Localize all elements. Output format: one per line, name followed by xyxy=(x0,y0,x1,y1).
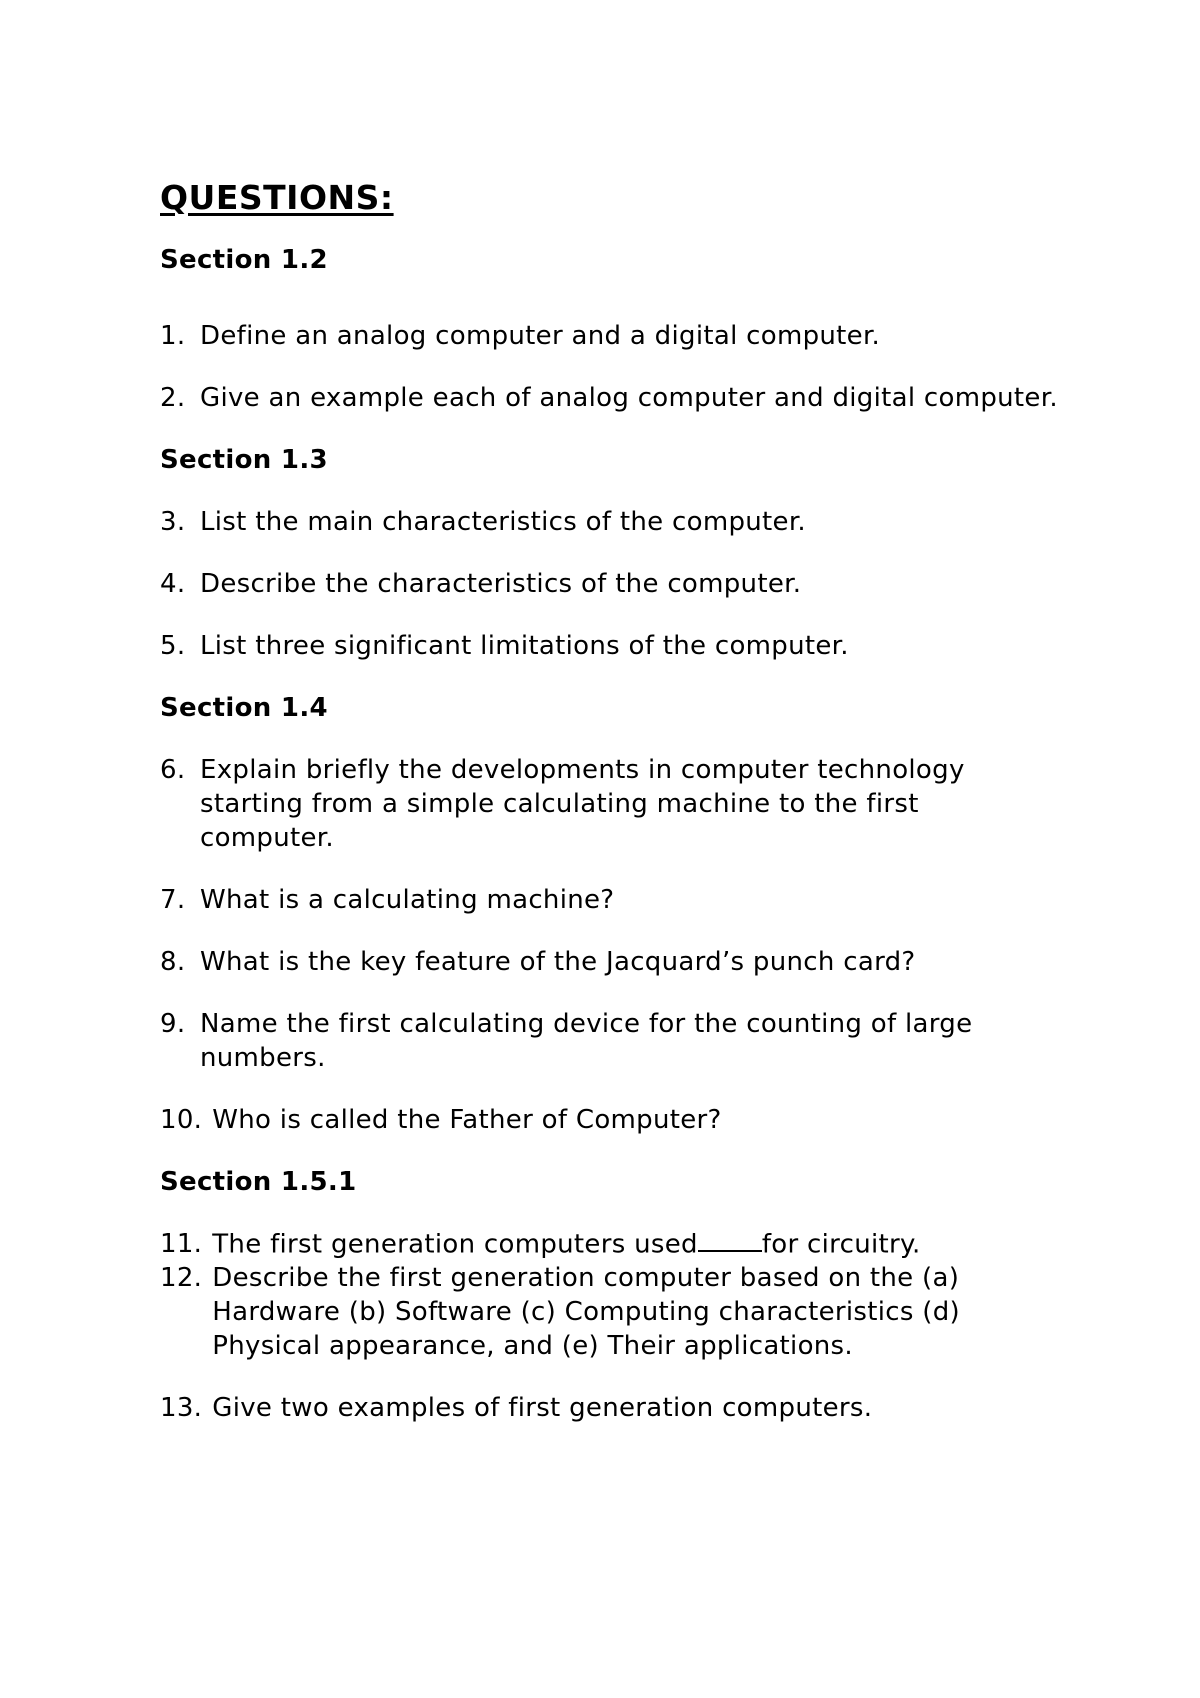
question-text: Explain briefly the developments in computer technology starting from a simple calculating machine to the first computer. xyxy=(200,755,965,853)
question-text: What is the key feature of the Jacquard’s punch card? xyxy=(200,947,916,977)
question-text: Define an analog computer and a digital computer. xyxy=(200,321,881,351)
question-text: Give two examples of first generation computers. xyxy=(212,1393,873,1424)
question-number: 7. xyxy=(160,885,186,915)
section-title-1-3: Section 1.3 xyxy=(160,445,328,475)
question-item xyxy=(160,381,1060,415)
question-text-after-blank: for circuitry. xyxy=(761,1229,921,1260)
question-item xyxy=(160,1391,1060,1425)
question-text: List three significant limitations of the computer. xyxy=(200,631,849,661)
page-title: QUESTIONS: xyxy=(160,178,394,217)
question-number: 6. xyxy=(160,755,186,785)
question-text: What is a calculating machine? xyxy=(200,885,615,915)
question-item xyxy=(160,753,1060,855)
question-item xyxy=(160,567,1060,601)
question-number: 10. xyxy=(160,1105,203,1135)
question-text: Name the first calculating device for the counting of large numbers. xyxy=(200,1009,973,1073)
question-number: 13. xyxy=(160,1393,203,1424)
section-title-1-2: Section 1.2 xyxy=(160,245,328,275)
question-item xyxy=(160,1261,1060,1363)
section-title-1-4: Section 1.4 xyxy=(160,693,328,723)
question-item xyxy=(160,945,1060,979)
question-text-before-blank: The first generation computers used xyxy=(212,1229,698,1260)
question-text: Who is called the Father of Computer? xyxy=(212,1105,722,1135)
question-item xyxy=(160,629,1060,663)
question-item xyxy=(160,319,1060,353)
question-text: Describe the characteristics of the computer. xyxy=(200,569,802,599)
question-item xyxy=(160,1007,1060,1075)
question-item xyxy=(160,1103,1060,1137)
question-number: 2. xyxy=(160,383,186,413)
question-number: 8. xyxy=(160,947,186,977)
question-number: 4. xyxy=(160,569,186,599)
question-text: Give an example each of analog computer and digital computer. xyxy=(200,383,1058,413)
question-number: 11. xyxy=(160,1229,203,1259)
question-number: 12. xyxy=(160,1263,203,1294)
question-item xyxy=(160,505,1060,539)
section-title-1-5-1: Section 1.5.1 xyxy=(160,1167,357,1197)
question-text: List the main characteristics of the computer. xyxy=(200,507,806,537)
fill-in-blank xyxy=(698,1227,762,1252)
question-text: Describe the first generation computer based on the (a) Hardware (b) Software (c) Computing characteristics (d) Physical appearance, and (e) Their applications. xyxy=(212,1263,960,1362)
question-number: 3. xyxy=(160,507,186,537)
question-number: 9. xyxy=(160,1009,186,1039)
question-number: 1. xyxy=(160,321,186,351)
question-number: 5. xyxy=(160,631,186,661)
question-item xyxy=(160,883,1060,917)
question-text xyxy=(212,1227,1060,1261)
question-item xyxy=(160,1227,1060,1261)
document-page xyxy=(160,178,1060,1425)
